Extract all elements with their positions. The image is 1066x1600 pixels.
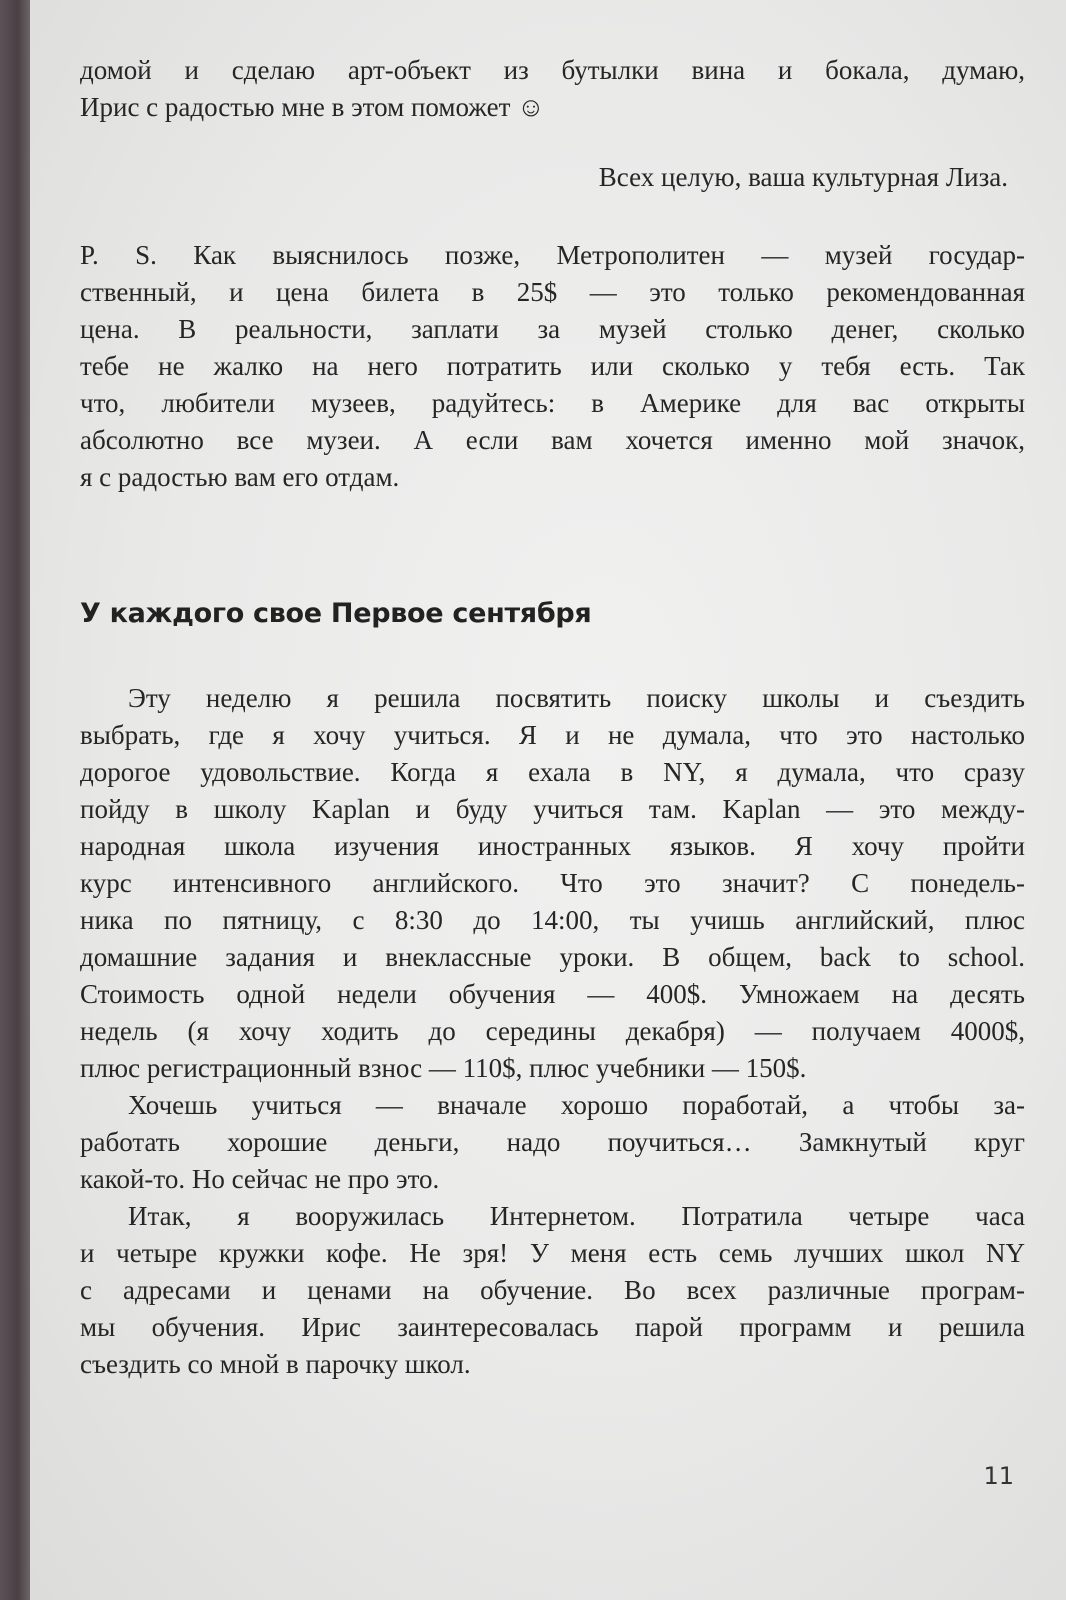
text-line: Эту неделю я решила посвятить поиску школы и съездить xyxy=(128,683,1025,713)
text-line: народная школа изучения иностранных языков. Я хочу пройти xyxy=(80,831,1025,861)
text-line: Стоимость одной недели обучения — 400$. Умножаем на десять xyxy=(80,979,1025,1009)
text-line: дорогое удовольствие. Когда я ехала в NY, я думала, что сразу xyxy=(80,757,1025,787)
text-line: плюс регистрационный взнос — 110$, плюс учебники — 150$. xyxy=(80,1053,807,1083)
text-line: с адресами и ценами на обучение. Во всех различные програм- xyxy=(80,1275,1025,1305)
section-body xyxy=(80,680,1025,1383)
text-line: ственный, и цена билета в 25$ — это только рекомендованная xyxy=(80,277,1025,307)
text-line: мы обучения. Ирис заинтересовалась парой программ и решила xyxy=(80,1312,1025,1342)
text-line: работать хорошие деньги, надо поучиться… Замкнутый круг xyxy=(80,1127,1025,1157)
text-line: что, любители музеев, радуйтесь: в Америке для вас открыты xyxy=(80,388,1025,418)
postscript-paragraph xyxy=(80,237,1025,496)
text-line: тебе не жалко на него потратить или сколько у тебя есть. Так xyxy=(80,351,1025,381)
text-line: домашние задания и внеклассные уроки. В общем, back to school. xyxy=(80,942,1025,972)
text-line: недель (я хочу ходить до середины декабря) — получаем 4000$, xyxy=(80,1016,1025,1046)
text-line: какой-то. Но сейчас не про это. xyxy=(80,1164,440,1194)
book-spine xyxy=(0,0,30,1600)
text-line: Ирис с радостью мне в этом поможет ☺ xyxy=(80,92,545,122)
page-number: 11 xyxy=(983,1462,1014,1490)
text-line: выбрать, где я хочу учиться. Я и не думала, что это настолько xyxy=(80,720,1025,750)
text-line: P. S. Как выяснилось позже, Метрополитен — музей государ- xyxy=(80,240,1025,270)
text-line: курс интенсивного английского. Что это значит? С понедель- xyxy=(80,868,1025,898)
text-line: абсолютно все музеи. А если вам хочется именно мой значок, xyxy=(80,425,1025,455)
text-line: съездить со мной в парочку школ. xyxy=(80,1349,471,1379)
text-line: пойду в школу Kaplan и буду учиться там. Kaplan — это между- xyxy=(80,794,1025,824)
text-line: цена. В реальности, заплати за музей столько денег, сколько xyxy=(80,314,1025,344)
top-paragraph xyxy=(80,52,1025,126)
signature: Всех целую, ваша культурная Лиза. xyxy=(598,162,1008,192)
section-heading: У каждого свое Первое сентября xyxy=(80,598,592,629)
text-line: я с радостью вам его отдам. xyxy=(80,462,400,492)
text-line: и четыре кружки кофе. Не зря! У меня есть семь лучших школ NY xyxy=(80,1238,1025,1268)
text-line: Итак, я вооружилась Интернетом. Потратила четыре часа xyxy=(128,1201,1025,1231)
text-line: Хочешь учиться — вначале хорошо поработай, а чтобы за- xyxy=(128,1090,1025,1120)
text-line: ника по пятницу, с 8:30 до 14:00, ты учишь английский, плюс xyxy=(80,905,1025,935)
text-line: домой и сделаю арт-объект из бутылки вина и бокала, думаю, xyxy=(80,55,1025,85)
book-page xyxy=(30,0,1066,1600)
paragraph-1 xyxy=(80,680,1025,1087)
paragraph-2 xyxy=(80,1087,1025,1198)
paragraph-3 xyxy=(80,1198,1025,1383)
